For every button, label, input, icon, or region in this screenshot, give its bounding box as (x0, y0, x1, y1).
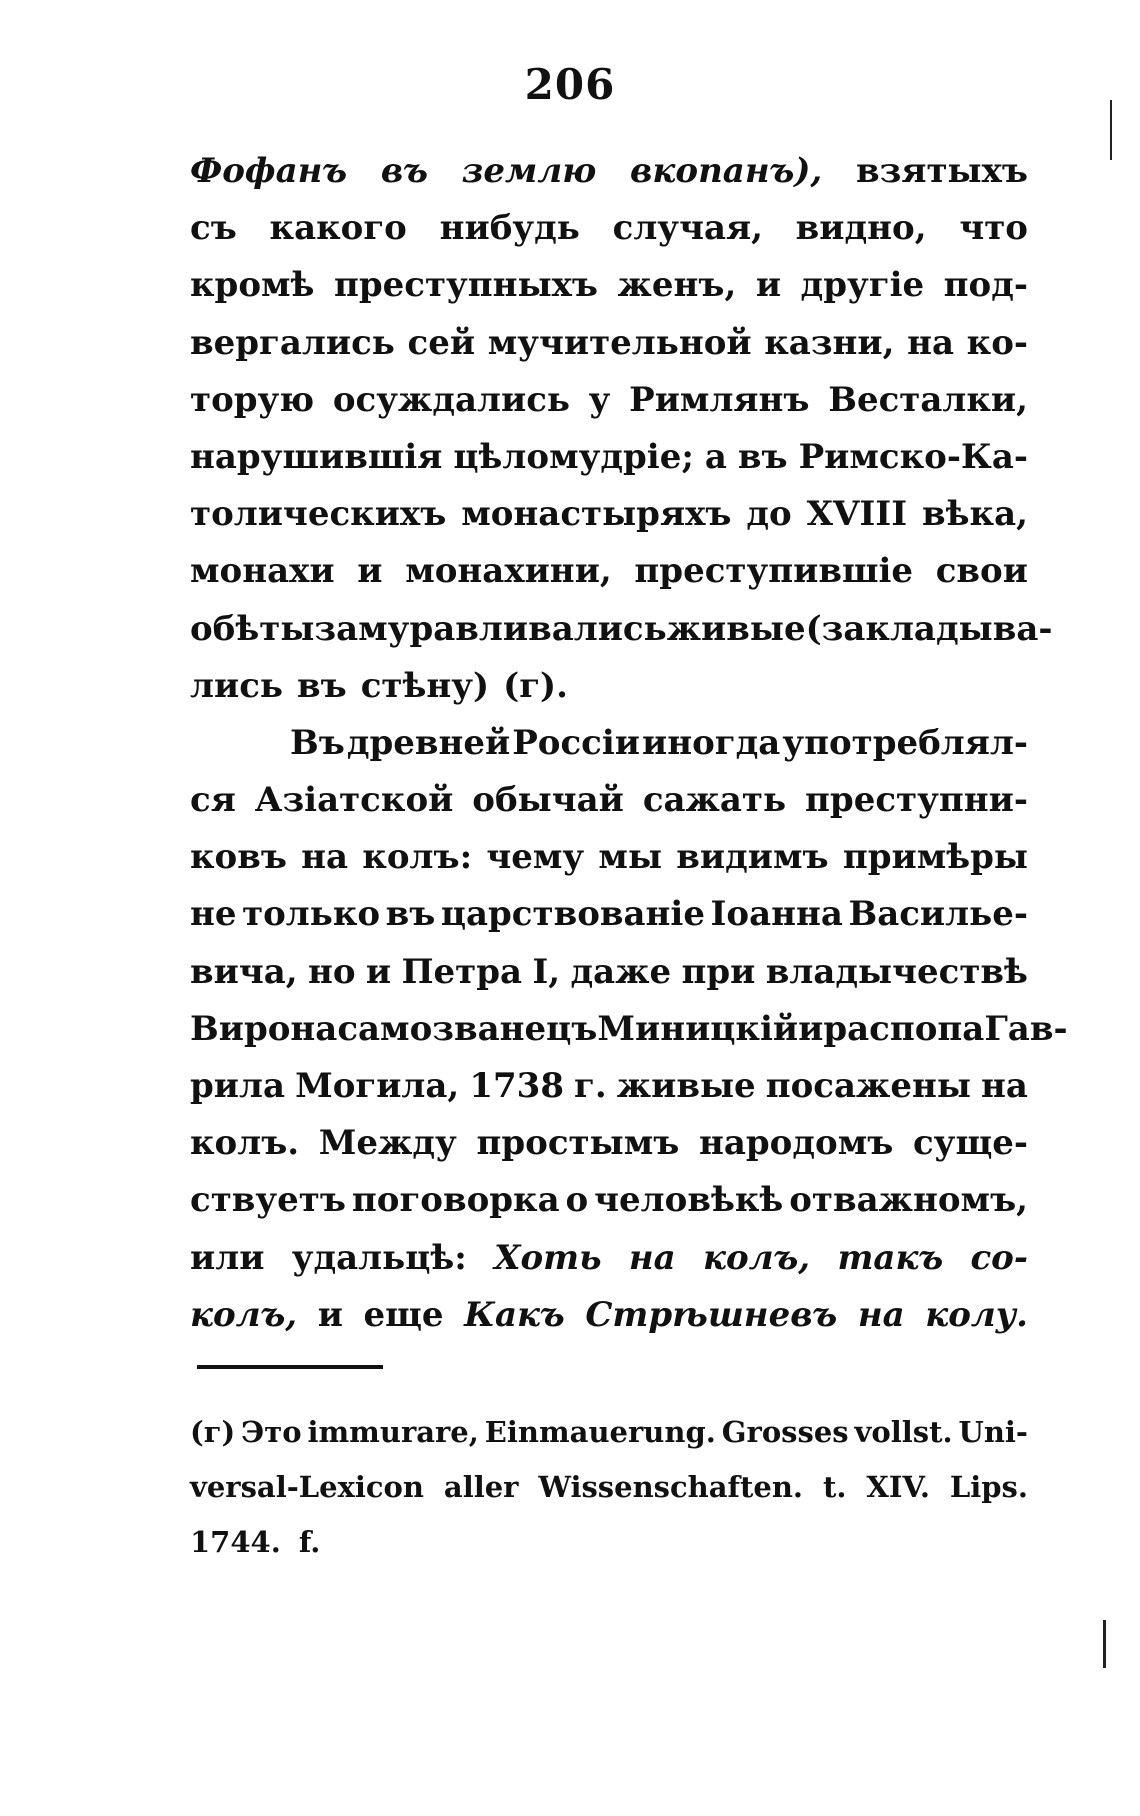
word: ковъ (190, 837, 287, 878)
word: при (681, 951, 756, 992)
page-number: 206 (524, 60, 616, 109)
word: толическихъ (190, 494, 447, 535)
word: Lips. (949, 1470, 1028, 1504)
word: мы (598, 837, 663, 878)
word: колъ: (362, 837, 473, 878)
text-line (190, 601, 1053, 658)
word: суще- (912, 1123, 1028, 1164)
word: Какъ (464, 1294, 565, 1335)
word: съ (190, 208, 237, 249)
word: ствуетъ (190, 1180, 346, 1221)
word: Россіи (512, 722, 641, 763)
word: Гав- (984, 1008, 1068, 1049)
text-line (190, 257, 1028, 314)
text-line (190, 1172, 1028, 1229)
word: Einmauerung. (484, 1415, 716, 1449)
word: женъ, (617, 265, 737, 306)
word: самозванецъ (337, 1008, 598, 1049)
word: Римско-Ка- (798, 436, 1028, 477)
word: монахи (190, 551, 335, 592)
word: живые (666, 608, 806, 649)
word: лись (190, 665, 283, 706)
word: и (365, 951, 392, 992)
word: на (857, 1294, 905, 1335)
text-line (190, 486, 1028, 543)
word: вкопанъ), (630, 151, 823, 191)
word: взятыхъ (856, 151, 1028, 191)
word: кромѣ (190, 265, 315, 306)
word: колъ, (190, 1294, 298, 1335)
word: живые (616, 1066, 756, 1106)
word: видимъ (676, 837, 829, 878)
word: вергались (190, 322, 395, 363)
word: Петра (401, 951, 523, 992)
word: Стрѣшневъ (585, 1294, 838, 1335)
word: свои (935, 551, 1028, 592)
word: древней (346, 722, 511, 763)
word: что (959, 208, 1028, 249)
text-line (190, 1058, 1028, 1115)
word: Wissenschaften. (538, 1470, 804, 1504)
word: случая, (612, 208, 763, 249)
word: Uni- (958, 1415, 1028, 1449)
word: колъ. (190, 1123, 300, 1164)
footnote-reference: (г). (503, 665, 568, 706)
word: immurare, (307, 1415, 479, 1449)
word: и (317, 1294, 343, 1335)
word: царствованіе (440, 894, 705, 935)
text-line (190, 944, 1028, 1001)
word: Василье- (848, 894, 1028, 935)
footnote-marker: (г) (190, 1415, 236, 1449)
word: под- (943, 265, 1028, 306)
word: замуравливались (314, 608, 667, 649)
word: на (981, 1066, 1028, 1106)
word: казни, (764, 322, 895, 363)
word: монастыряхъ (461, 494, 732, 535)
word: до (746, 494, 792, 535)
word: и (798, 1008, 824, 1049)
word: Фофанъ (190, 151, 348, 191)
word: сажать (642, 780, 787, 821)
word: осуждались (332, 379, 570, 420)
word: ся (190, 780, 236, 821)
word: или (190, 1237, 265, 1278)
word: человѣкѣ (594, 1180, 784, 1221)
word: на (301, 837, 349, 878)
word: нарушившія (190, 436, 443, 477)
footnote-line (190, 1405, 1028, 1460)
word: Могила, (295, 1066, 460, 1106)
text-line (190, 658, 1028, 715)
word: въ (380, 151, 428, 191)
word: мучительной (487, 322, 752, 363)
word: въ (385, 894, 436, 935)
text-line (190, 1115, 1028, 1172)
word: Это (241, 1415, 302, 1449)
word: а (704, 436, 727, 477)
word: f. (298, 1525, 321, 1559)
word: распопа (823, 1008, 985, 1049)
word: XVIII (806, 494, 908, 535)
word: какого (269, 208, 407, 249)
word: t. (822, 1470, 847, 1504)
word: даже (570, 951, 672, 992)
word: преступныхъ (333, 265, 598, 306)
word: обычай (472, 780, 624, 821)
text-line (190, 315, 1028, 372)
word: вича, (190, 951, 298, 992)
word: у (588, 379, 611, 420)
word: обѣты (190, 608, 315, 649)
word: 1744. (190, 1525, 281, 1559)
word: XIV. (866, 1470, 930, 1504)
word: цѣломудріе; (453, 436, 694, 477)
word: землю (461, 151, 597, 191)
word: монахини, (405, 551, 612, 592)
word: чему (486, 837, 585, 878)
word: вѣка, (922, 494, 1028, 535)
word: преступившіе (634, 551, 914, 592)
footnote (190, 1405, 1028, 1570)
word: Вирона (190, 1008, 338, 1049)
word: нибудь (439, 208, 580, 249)
word: со- (970, 1237, 1028, 1278)
text-line (190, 1001, 1068, 1058)
word: г. (574, 1066, 607, 1106)
word: vollst. (854, 1415, 953, 1449)
word: другіе (800, 265, 925, 306)
word: стѣну) (360, 665, 490, 706)
footnote-line (190, 1460, 1028, 1515)
word: Въ (290, 722, 345, 763)
word: преступни- (805, 780, 1028, 821)
word: Азіатской (254, 780, 454, 821)
word: употреблял- (782, 722, 1028, 763)
word: посажены (765, 1066, 971, 1106)
word: но (307, 951, 356, 992)
word: Весталки, (828, 379, 1028, 420)
text-line (190, 1287, 1028, 1344)
word: (закладыва- (805, 608, 1053, 649)
word: еще (363, 1294, 444, 1335)
word: Между (318, 1123, 457, 1164)
word: поговорка (351, 1180, 560, 1221)
word: сей (407, 322, 476, 363)
word: отважномъ, (789, 1180, 1028, 1221)
text-line (190, 715, 1028, 772)
word: Іоанна (710, 894, 843, 935)
word: въ (737, 436, 788, 477)
word: и (357, 551, 383, 592)
scan-margin-mark (1110, 100, 1112, 160)
text-line (190, 200, 1028, 257)
word: торую (190, 379, 315, 420)
word: versal-Lexicon (190, 1470, 424, 1504)
main-text (190, 143, 1068, 1344)
word: владычествѣ (765, 951, 1028, 992)
word: на (628, 1237, 676, 1278)
text-line (190, 429, 1028, 486)
footnote-line (190, 1515, 1028, 1570)
word: народомъ (698, 1123, 894, 1164)
word: въ (296, 665, 347, 706)
word: такъ (837, 1237, 944, 1278)
word: только (242, 894, 381, 935)
word: не (190, 894, 237, 935)
word: Римлянъ (629, 379, 810, 420)
text-line (190, 829, 1028, 886)
word: I, (532, 951, 561, 992)
word: aller (443, 1470, 519, 1504)
word: 1738 (469, 1066, 564, 1106)
word: простымъ (476, 1123, 680, 1164)
word: примѣры (842, 837, 1028, 878)
word: Grosses (721, 1415, 849, 1449)
word: видно, (795, 208, 927, 249)
word: ко- (966, 322, 1028, 363)
word: иногда (642, 722, 781, 763)
word: и (755, 265, 782, 306)
word: на (907, 322, 955, 363)
text-line (190, 886, 1028, 943)
text-line (190, 543, 1028, 600)
footnote-divider (197, 1365, 383, 1369)
word: удальцѣ: (291, 1237, 467, 1278)
text-line (190, 372, 1028, 429)
text-line (190, 143, 1028, 200)
word: о (565, 1180, 589, 1221)
word: колу. (925, 1294, 1028, 1335)
word: Хоть (494, 1237, 602, 1278)
word: Миницкій (597, 1008, 799, 1049)
word: колъ, (703, 1237, 811, 1278)
scan-margin-mark (1103, 1620, 1106, 1668)
text-line (190, 1230, 1028, 1287)
text-line (190, 772, 1028, 829)
word: рила (190, 1066, 285, 1106)
